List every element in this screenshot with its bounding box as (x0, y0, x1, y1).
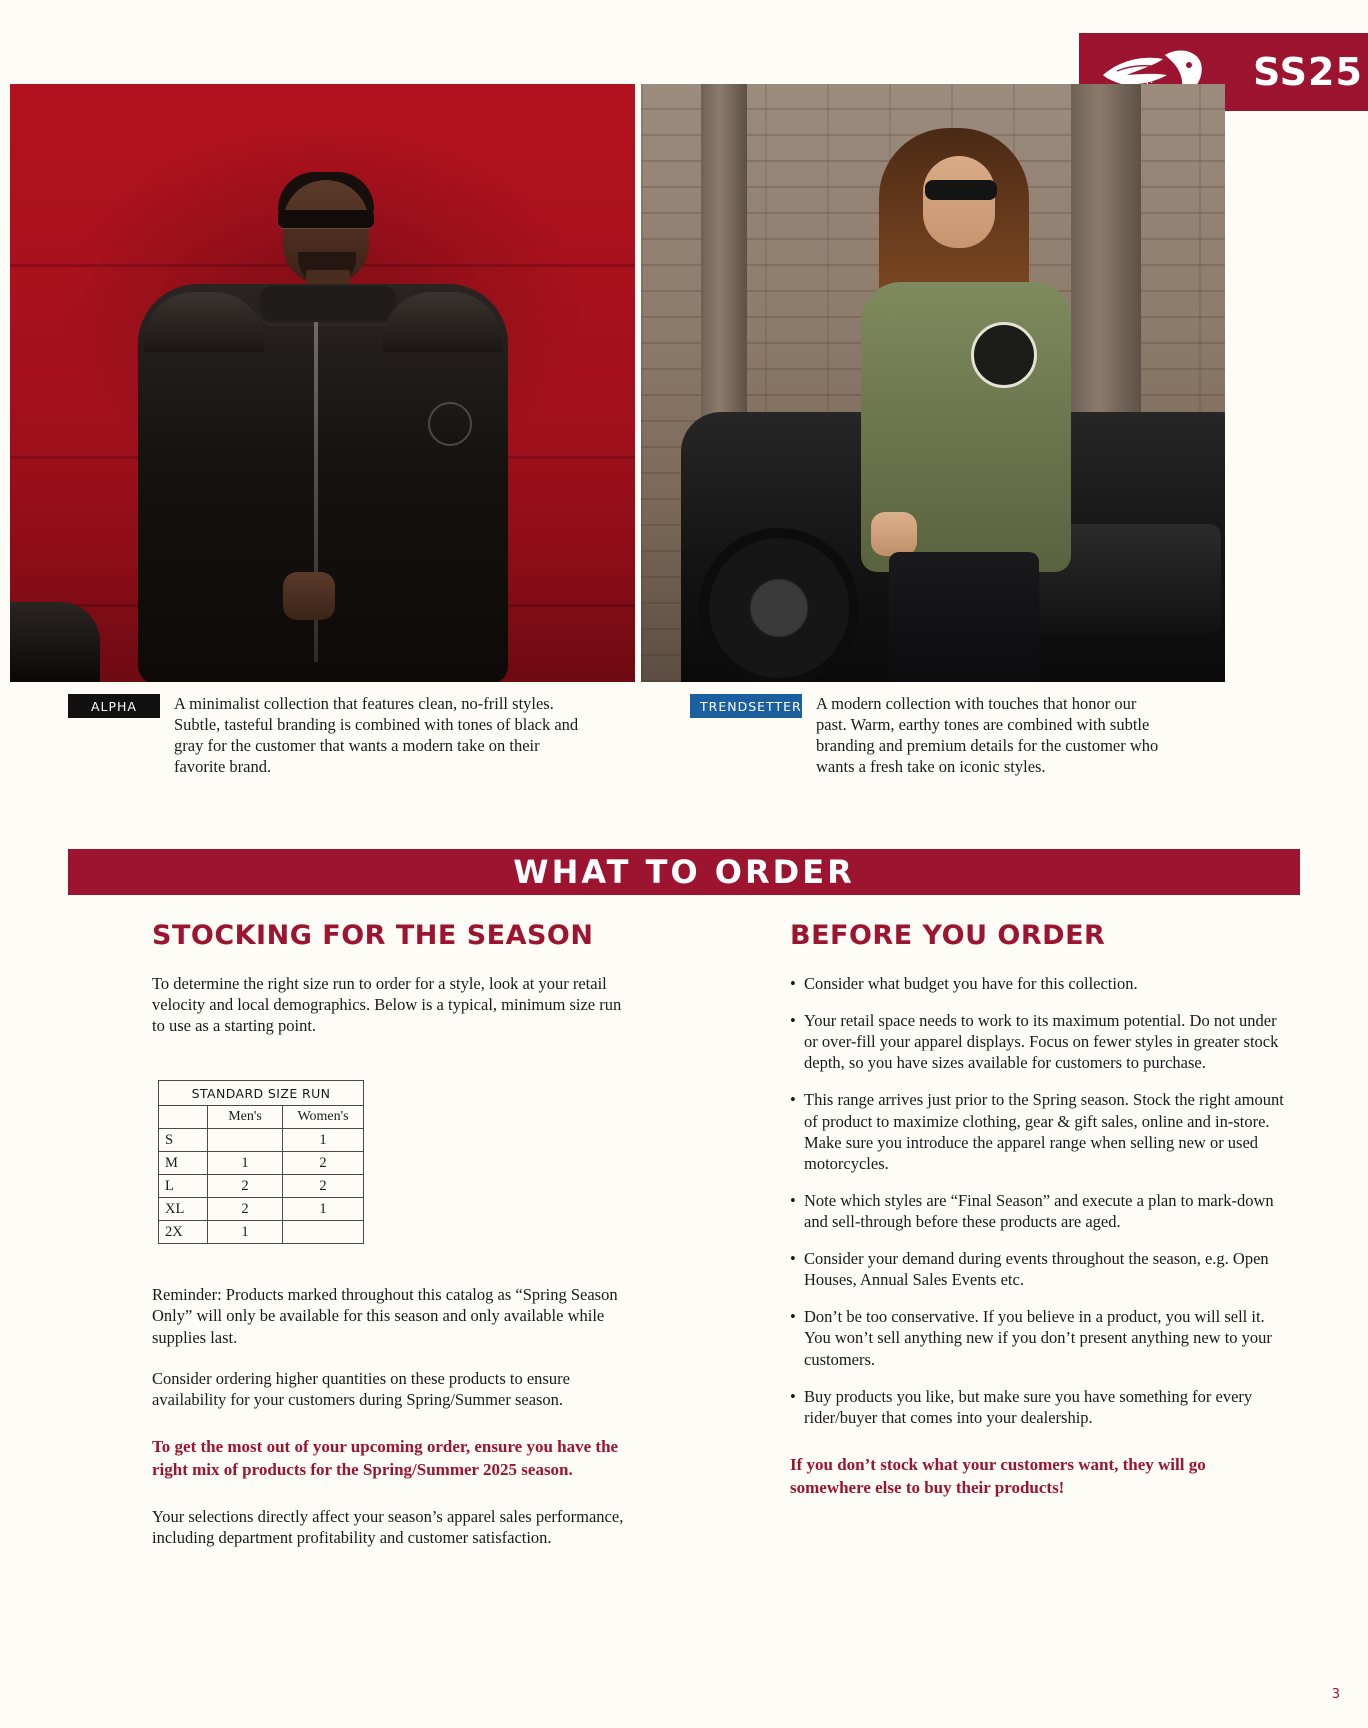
list-item-text: Your retail space needs to work to its maximum potential. Do not under or over-fill your apparel displays. Focus on fewer styles in greater stock depth, so you have sizes available for customers to purchase. (804, 1011, 1279, 1073)
standard-size-run-table (158, 1080, 364, 1244)
list-item (790, 1190, 1290, 1232)
list-item (790, 1010, 1290, 1073)
left-emphasis-text: To get the most out of your upcoming order, ensure you have the right mix of products for the Spring/Summer 2025 season. (152, 1436, 619, 1479)
mens-qty: 2 (207, 1198, 282, 1221)
caption-trendsetter (690, 694, 1170, 778)
womens-qty: 1 (283, 1129, 364, 1152)
bullet-dot-icon: • (790, 1307, 796, 1327)
womens-qty (283, 1221, 364, 1244)
hero-image-trendsetter (641, 84, 1225, 682)
size-table-header-row (159, 1106, 364, 1129)
what-to-order-banner (68, 849, 1300, 895)
caption-text-alpha: A minimalist collection that features clean, no-frill styles. Subtle, tasteful branding is combined with tones of black and gray for the customer that wants a modern take on their favorite brand. (174, 694, 579, 776)
size-label: S (159, 1129, 208, 1152)
size-table-caption: STANDARD SIZE RUN (159, 1081, 364, 1106)
size-col-header (159, 1106, 208, 1129)
bullet-dot-icon: • (790, 1090, 796, 1110)
stocking-heading: STOCKING FOR THE SEASON (152, 920, 594, 951)
consider-ordering-text: Consider ordering higher quantities on these products to ensure availability for your customers during Spring/Summer season. (152, 1368, 570, 1409)
womens-qty: 2 (283, 1152, 364, 1175)
before-you-order-heading: BEFORE YOU ORDER (790, 920, 1106, 951)
table-row (159, 1152, 364, 1175)
page-number: 3 (1331, 1687, 1340, 1702)
list-item (790, 973, 1290, 994)
stocking-intro: To determine the right size run to order for a style, look at your retail velocity and local demographics. Below is a typical, minimum size run to use as a starting point. (152, 974, 622, 1036)
closing-text: Your selections directly affect your season’s apparel sales performance, including department profitability and customer satisfaction. (152, 1506, 624, 1547)
size-label: L (159, 1175, 208, 1198)
bullet-dot-icon: • (790, 1190, 796, 1210)
size-label: XL (159, 1198, 208, 1221)
bullet-dot-icon: • (790, 1249, 796, 1269)
before-you-order-section (790, 920, 1290, 1524)
caption-alpha (68, 694, 588, 778)
list-item-text: Consider what budget you have for this collection. (804, 974, 1138, 993)
list-item (790, 1248, 1290, 1290)
bullet-dot-icon: • (790, 974, 796, 993)
hero-image-row (10, 84, 1225, 682)
list-item-text: This range arrives just prior to the Spring season. Stock the right amount of product to maximize clothing, gear & gift sales, online and in-store. Make sure you introduce the apparel range when selling new or used motorcycles. (804, 1090, 1284, 1173)
list-item (790, 1306, 1290, 1369)
list-item-text: Note which styles are “Final Season” and execute a plan to mark-down and sell-through before these products are aged. (804, 1190, 1274, 1231)
right-emphasis-text: If you don’t stock what your customers want, they will go somewhere else to buy their products! (790, 1454, 1206, 1497)
banner-title: WHAT TO ORDER (513, 853, 855, 891)
hero-image-alpha (10, 84, 635, 682)
womens-col-header: Women's (283, 1106, 364, 1129)
size-label: M (159, 1152, 208, 1175)
bullet-dot-icon: • (790, 1386, 796, 1406)
list-item (790, 1089, 1290, 1173)
collection-tag-alpha: ALPHA (68, 694, 160, 718)
table-row (159, 1175, 364, 1198)
before-you-order-list (790, 973, 1290, 1428)
bullet-dot-icon: • (790, 1011, 796, 1031)
mens-qty (207, 1129, 282, 1152)
womens-qty: 2 (283, 1175, 364, 1198)
list-item-text: Buy products you like, but make sure you have something for every rider/buyer that comes into your dealership. (804, 1386, 1253, 1427)
table-row (159, 1221, 364, 1244)
table-row (159, 1198, 364, 1221)
womens-qty: 1 (283, 1198, 364, 1221)
list-item-text: Don’t be too conservative. If you believe in a product, you will sell it. You won’t sell anything new if you don’t present anything new to your customers. (804, 1307, 1272, 1369)
table-row (159, 1129, 364, 1152)
reminder-text: Reminder: Products marked throughout this catalog as “Spring Season Only” will only be available for this season and only available while supplies last. (152, 1285, 618, 1347)
mens-col-header: Men's (207, 1106, 282, 1129)
size-label: 2X (159, 1221, 208, 1244)
mens-qty: 1 (207, 1221, 282, 1244)
mens-qty: 2 (207, 1175, 282, 1198)
collection-tag-trendsetter: TRENDSETTER (690, 694, 802, 718)
stocking-section (152, 920, 632, 1568)
season-label: SS25 (1253, 50, 1363, 94)
list-item-text: Consider your demand during events throughout the season, e.g. Open Houses, Annual Sales Events etc. (804, 1249, 1269, 1290)
list-item (790, 1386, 1290, 1428)
mens-qty: 1 (207, 1152, 282, 1175)
caption-text-trendsetter: A modern collection with touches that honor our past. Warm, earthy tones are combined with subtle branding and premium details for the customer who wants a fresh take on iconic styles. (816, 694, 1159, 776)
caption-row (0, 694, 1368, 776)
